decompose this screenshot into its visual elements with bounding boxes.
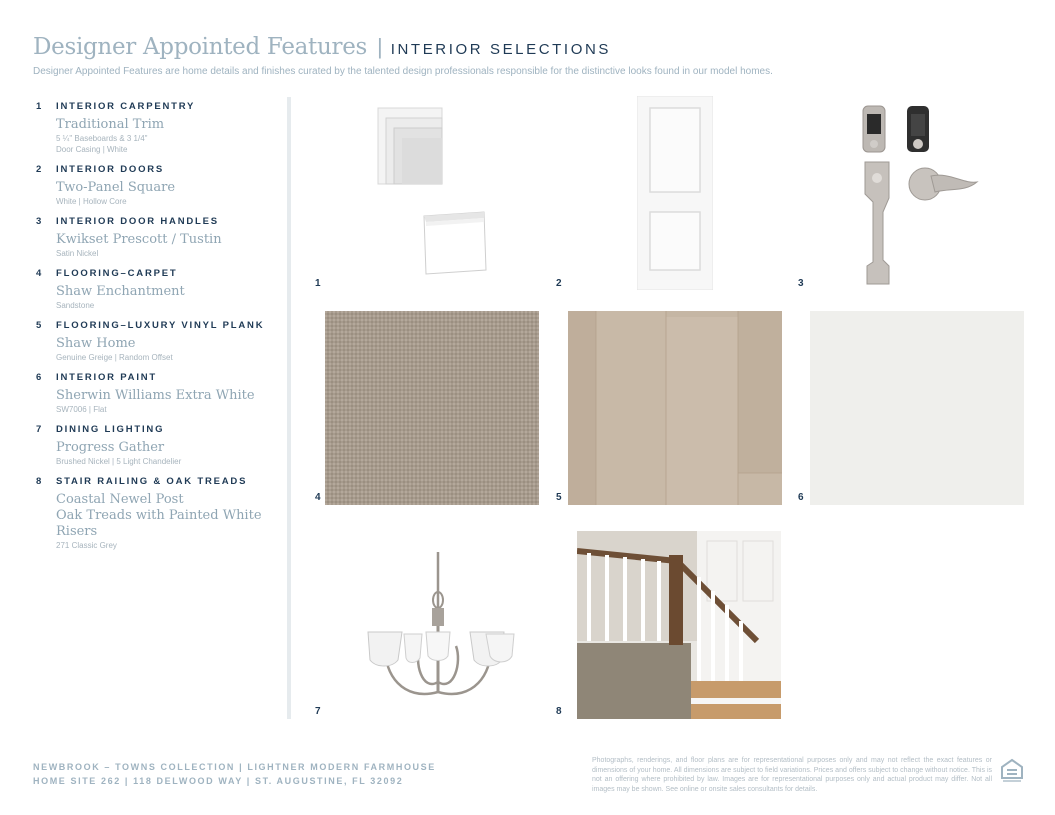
feature-number: 8 xyxy=(36,476,44,487)
feature-detail: White | Hollow Core xyxy=(56,197,127,206)
title-separator: | xyxy=(377,34,383,59)
feature-category: FLOORING–CARPET xyxy=(56,268,178,279)
feature-category: INTERIOR PAINT xyxy=(56,372,158,383)
feature-category: INTERIOR DOOR HANDLES xyxy=(56,216,219,227)
feature-category: FLOORING–LUXURY VINYL PLANK xyxy=(56,320,265,331)
legal-disclaimer: Photographs, renderings, and floor plans are for representational purposes only and may not reflect the exact features or dimensions of your home. All dimensions are subject to field variations. Prices and offers subject to change without notice. This is not an offering where prohibited by law. Images are for representational purposes only and actual product may differ. Not all images may be shown. See online or onsite sales consultants for details. xyxy=(592,757,992,793)
feature-name: Coastal Newel Post Oak Treads with Painted White Risers xyxy=(56,492,262,539)
feature-name: Traditional Trim xyxy=(56,117,165,132)
image-number: 8 xyxy=(556,706,562,717)
column-divider xyxy=(287,97,291,719)
stair-railing-image xyxy=(577,531,781,719)
feature-number: 2 xyxy=(36,164,44,175)
page-title: Designer Appointed Features xyxy=(33,34,368,60)
feature-detail: SW7006 | Flat xyxy=(56,405,107,414)
feature-detail: 271 Classic Grey xyxy=(56,541,117,550)
feature-name: Two-Panel Square xyxy=(56,180,176,195)
feature-detail: Satin Nickel xyxy=(56,249,99,258)
image-number: 5 xyxy=(556,492,562,503)
paint-swatch-image xyxy=(810,311,1024,505)
baseboard-image xyxy=(422,208,488,276)
feature-category: INTERIOR CARPENTRY xyxy=(56,101,196,112)
vinyl-plank-swatch-image xyxy=(568,311,782,505)
features-list xyxy=(36,100,276,559)
feature-name: Kwikset Prescott / Tustin xyxy=(56,232,222,247)
feature-detail: Genuine Greige | Random Offset xyxy=(56,353,173,362)
footer-line-address: HOME SITE 262 | 118 DELWOOD WAY | ST. AUGUSTINE, FL 32092 xyxy=(33,776,404,786)
feature-category: STAIR RAILING & OAK TREADS xyxy=(56,476,248,487)
feature-name: Shaw Enchantment xyxy=(56,284,185,299)
feature-number: 3 xyxy=(36,216,44,227)
page-subtitle: INTERIOR SELECTIONS xyxy=(390,41,611,58)
two-panel-door-image xyxy=(637,96,713,290)
image-number: 7 xyxy=(315,706,321,717)
feature-item xyxy=(36,215,276,259)
feature-category: DINING LIGHTING xyxy=(56,424,165,435)
image-number: 6 xyxy=(798,492,804,503)
door-hardware-image xyxy=(855,102,980,288)
feature-number: 5 xyxy=(36,320,44,331)
feature-item xyxy=(36,100,276,155)
footer-line-collection: NEWBROOK – TOWNS COLLECTION | LIGHTNER MODERN FARMHOUSE xyxy=(33,762,436,772)
feature-item xyxy=(36,267,276,311)
feature-number: 7 xyxy=(36,424,44,435)
trim-casing-image xyxy=(376,106,444,186)
image-number: 3 xyxy=(798,278,804,289)
equal-housing-icon xyxy=(1000,758,1024,784)
feature-name: Progress Gather xyxy=(56,440,165,455)
feature-item xyxy=(36,423,276,467)
feature-item xyxy=(36,475,276,551)
feature-detail: Door Casing | White xyxy=(56,145,128,154)
chandelier-image xyxy=(362,552,518,708)
image-number: 4 xyxy=(315,492,321,503)
feature-detail: 5 ¼" Baseboards & 3 1/4" xyxy=(56,134,148,143)
feature-number: 1 xyxy=(36,101,44,112)
carpet-swatch-image xyxy=(325,311,539,505)
intro-text: Designer Appointed Features are home details and finishes curated by the talented design professionals responsible for the distinctive looks found in our model homes. xyxy=(33,66,773,77)
feature-detail: Sandstone xyxy=(56,301,95,310)
image-number: 2 xyxy=(556,278,562,289)
feature-name: Shaw Home xyxy=(56,336,136,351)
feature-category: INTERIOR DOORS xyxy=(56,164,165,175)
feature-detail: Brushed Nickel | 5 Light Chandelier xyxy=(56,457,182,466)
feature-item xyxy=(36,319,276,363)
feature-number: 4 xyxy=(36,268,44,279)
footer-community xyxy=(33,760,436,788)
feature-name: Sherwin Williams Extra White xyxy=(56,388,255,403)
image-number: 1 xyxy=(315,278,321,289)
feature-item xyxy=(36,163,276,207)
page-header xyxy=(33,34,1023,77)
feature-number: 6 xyxy=(36,372,44,383)
feature-item xyxy=(36,371,276,415)
